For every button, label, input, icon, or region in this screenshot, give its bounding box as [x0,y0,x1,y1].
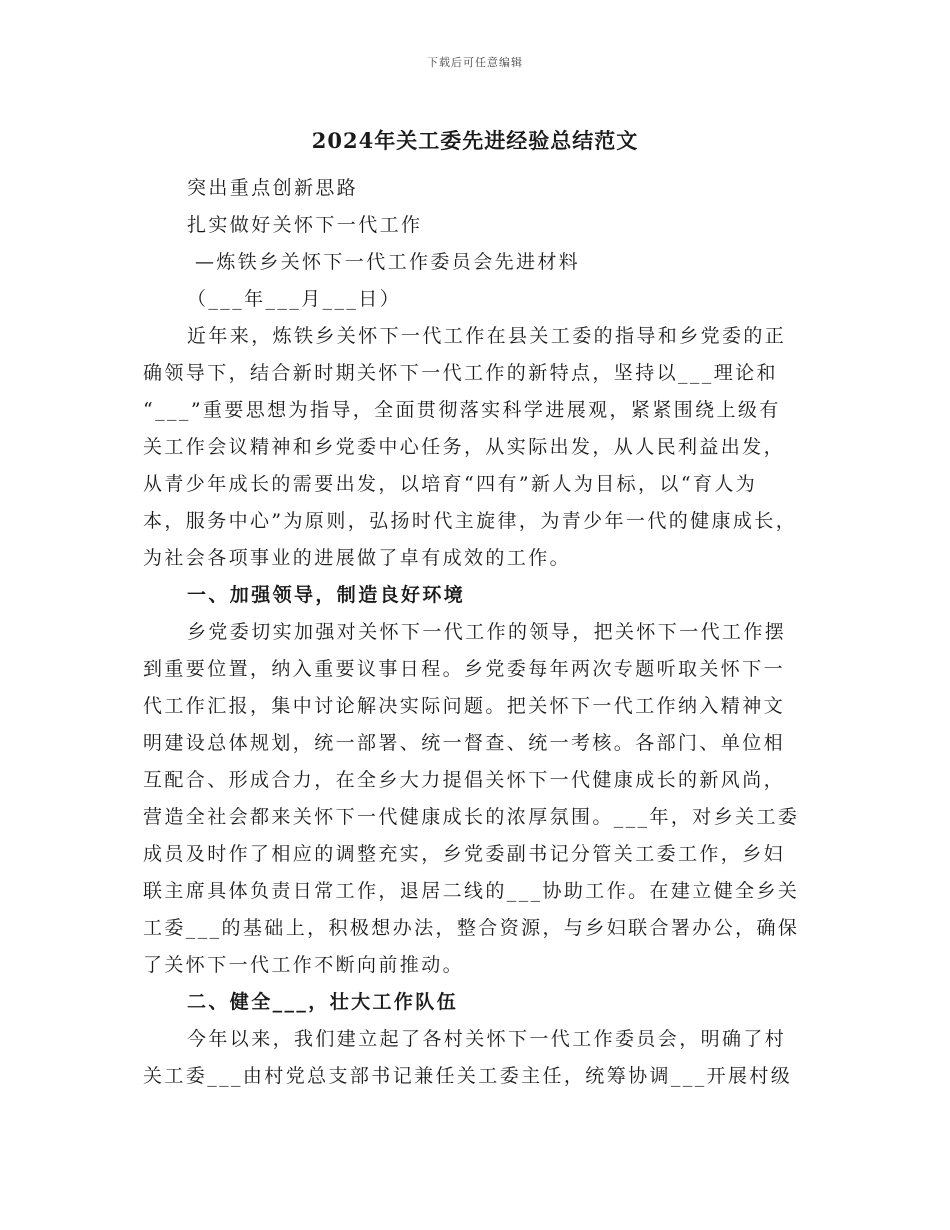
text-line: 近年来，炼铁乡关怀下一代工作在县关工委的指导和乡党委的正 [187,325,787,347]
text-line: 突出重点创新思路 [187,177,359,199]
text-line: （___年___月___日） [187,288,402,310]
text-line: 关工委___由村党总支部书记兼任关工委主任，统筹协调___开展村级 [143,1065,793,1087]
text-line: 成员及时作了相应的调整充实，乡党委副书记分管关工委工作，乡妇 [143,843,786,865]
text-line: 工委___的基础上，积极想办法，整合资源，与乡妇联合署办公，确保 [143,917,800,939]
header-note: 下载后可任意编辑 [427,56,523,69]
text-line: 本，服务中心”为原则，弘扬时代主旋律，为青少年一代的健康成长， [143,510,798,532]
text-line: 今年以来，我们建立起了各村关怀下一代工作委员会，明确了村 [187,1028,787,1050]
text-line: 代工作汇报，集中讨论解决实际问题。把关怀下一代工作纳入精神文 [143,695,786,717]
text-line: 一、加强领导，制造良好环境 [187,584,466,606]
text-line: 二、健全___，壮大工作队伍 [187,991,459,1013]
text-line: 联主席具体负责日常工作，退居二线的___协助工作。在建立健全乡关 [143,880,800,902]
text-line: 关工作会议精神和乡党委中心任务，从实际出发，从人民利益出发， [143,436,786,458]
text-line: 营造全社会都来关怀下一代健康成长的浓厚氛围。___年，对乡关工委 [143,806,800,828]
text-line: 为社会各项事业的进展做了卓有成效的工作。 [143,547,572,569]
text-line: 明建设总体规划，统一部署、统一督查、统一考核。各部门、单位相 [143,732,786,754]
text-line: 到重要位置，纳入重要议事日程。乡党委每年两次专题听取关怀下一 [143,658,786,680]
text-line: —炼铁乡关怀下一代工作委员会先进材料 [195,251,581,273]
text-line: 互配合、形成合力，在全乡大力提倡关怀下一代健康成长的新风尚， [143,769,786,791]
text-line: 从青少年成长的需要出发，以培育“四有”新人为目标，以“育人为 [143,473,758,495]
text-line: 乡党委切实加强对关怀下一代工作的领导，把关怀下一代工作摆 [187,621,787,643]
document-title: 2024年关工委先进经验总结范文 [311,128,639,153]
text-line: “___”重要思想为指导，全面贯彻落实科学进展观，紧紧围绕上级有 [143,399,781,421]
text-line: 扎实做好关怀下一代工作 [187,214,423,236]
text-line: 确领导下，结合新时期关怀下一代工作的新特点，坚持以___理论和 [143,362,778,384]
text-line: 了关怀下一代工作不断向前推动。 [143,954,465,976]
document-body [143,170,823,1095]
